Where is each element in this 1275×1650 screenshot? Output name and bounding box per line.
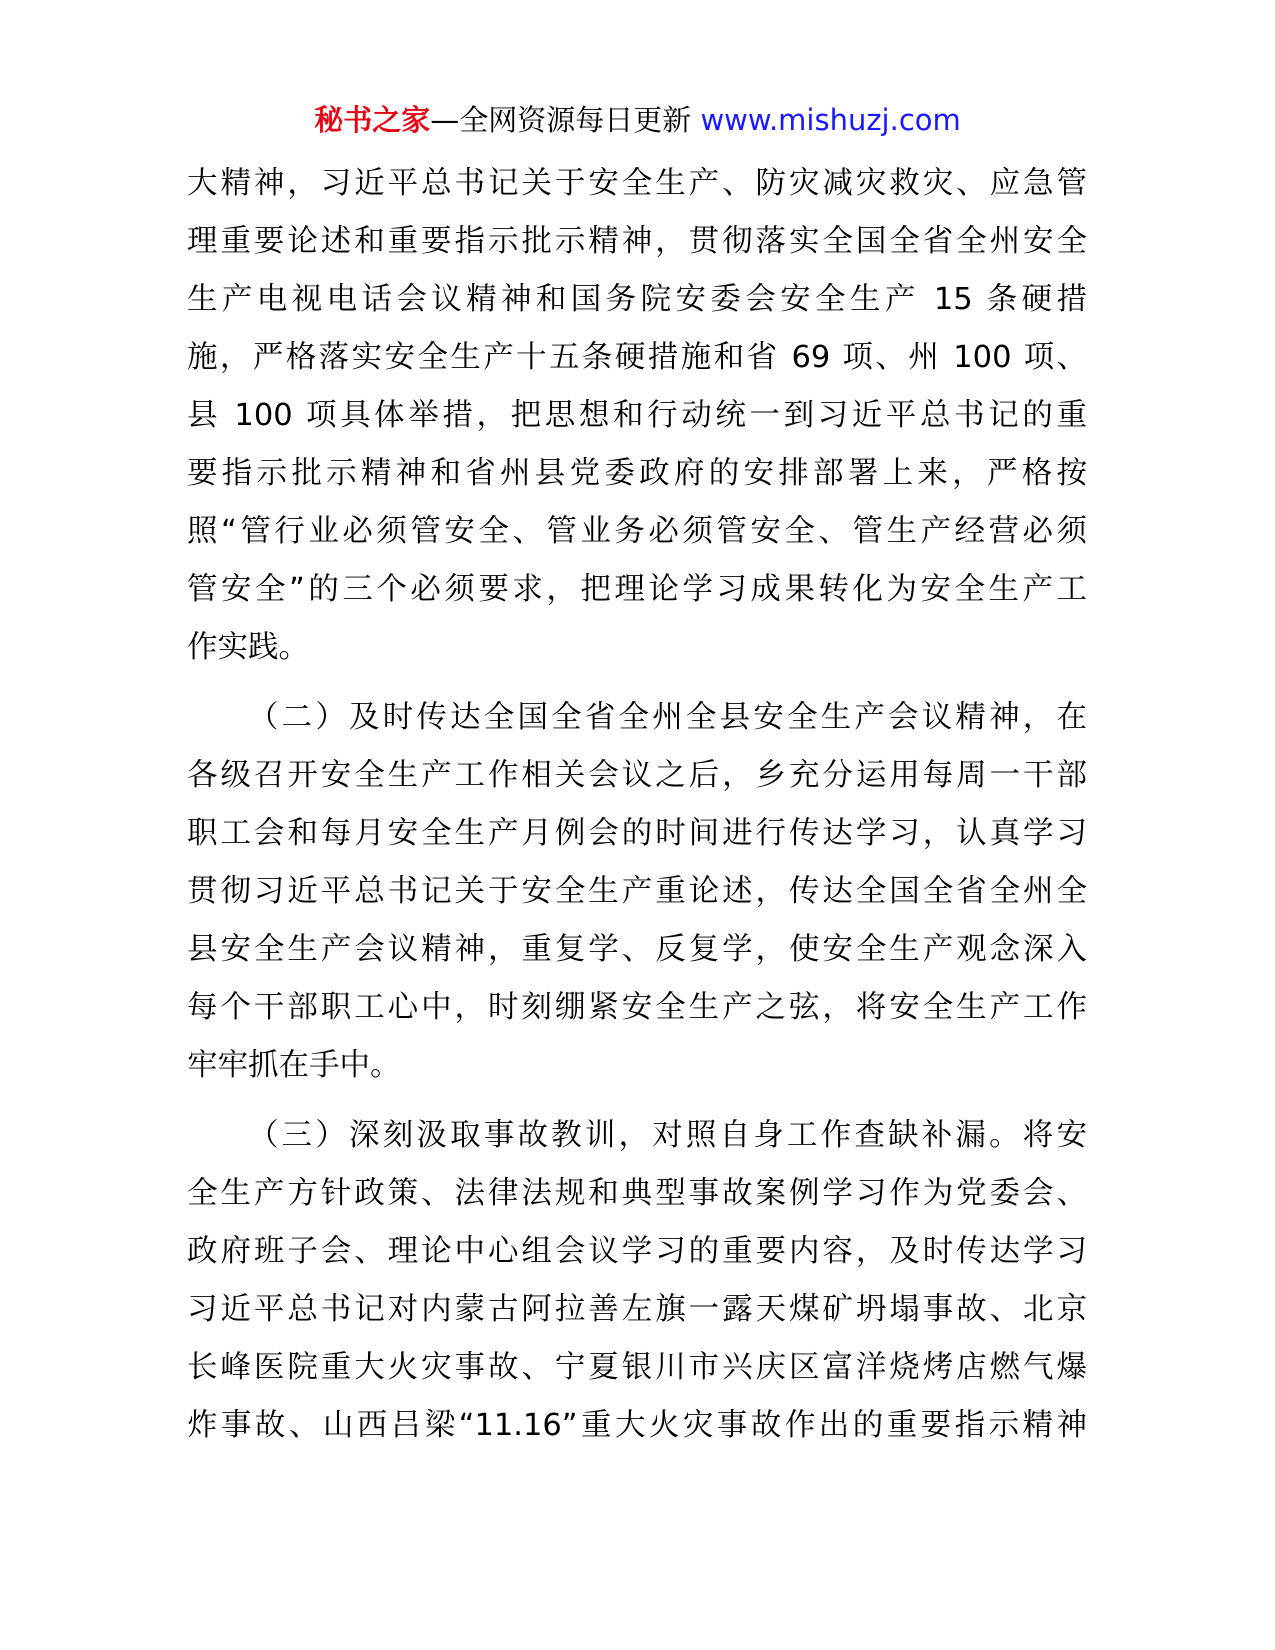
text-line: 生产电视电话会议精神和国务院安委会安全生产 15 条硬措 <box>187 282 1087 317</box>
site-header <box>0 100 1275 140</box>
text-line: （二）及时传达全国全省全州全县安全生产会议精神，在 <box>248 700 1087 735</box>
text-line: 大精神，习近平总书记关于安全生产、防灾减灾救灾、应急管 <box>187 166 1087 201</box>
document-body <box>187 155 1087 1455</box>
text-line: 作实践。 <box>187 630 309 665</box>
text-line: 政府班子会、理论中心组会议学习的重要内容，及时传达学习 <box>187 1234 1087 1269</box>
text-line: 理重要论述和重要指示批示精神，贯彻落实全国全省全州安全 <box>187 224 1087 259</box>
text-line: 全生产方针政策、法律法规和典型事故案例学习作为党委会、 <box>187 1176 1087 1211</box>
text-line: 县 100 项具体举措，把思想和行动统一到习近平总书记的重 <box>187 398 1087 433</box>
site-brand: 秘书之家 <box>314 103 431 137</box>
text-line: 贯彻习近平总书记关于安全生产重论述，传达全国全省全州全 <box>187 874 1087 909</box>
text-line: 长峰医院重大火灾事故、宁夏银川市兴庆区富洋烧烤店燃气爆 <box>187 1350 1087 1385</box>
paragraph-2 <box>187 689 1087 1095</box>
text-line: 各级召开安全生产工作相关会议之后，乡充分运用每周一干部 <box>187 758 1087 793</box>
text-line: （三）深刻汲取事故教训，对照自身工作查缺补漏。将安 <box>248 1118 1087 1153</box>
text-line: 牢牢抓在手中。 <box>187 1048 401 1083</box>
text-line: 管安全”的三个必须要求，把理论学习成果转化为安全生产工 <box>187 572 1087 607</box>
site-url-link[interactable]: www.mishuzj.com <box>700 103 961 137</box>
text-line: 县安全生产会议精神，重复学、反复学，使安全生产观念深入 <box>187 932 1087 967</box>
text-line: 照“管行业必须管安全、管业务必须管安全、管生产经营必须 <box>187 514 1087 549</box>
paragraph-3 <box>187 1107 1087 1455</box>
text-line: 施，严格落实安全生产十五条硬措施和省 69 项、州 100 项、 <box>187 340 1087 375</box>
text-line: 职工会和每月安全生产月例会的时间进行传达学习，认真学习 <box>187 816 1087 851</box>
paragraph-1 <box>187 155 1087 677</box>
text-line: 炸事故、山西吕梁“11.16”重大火灾事故作出的重要指示精神 <box>187 1408 1087 1443</box>
site-tagline: —全网资源每日更新 <box>430 103 692 137</box>
text-line: 要指示批示精神和省州县党委政府的安排部署上来，严格按 <box>187 456 1087 491</box>
text-line: 习近平总书记对内蒙古阿拉善左旗一露天煤矿坍塌事故、北京 <box>187 1292 1087 1327</box>
text-line: 每个干部职工心中，时刻绷紧安全生产之弦，将安全生产工作 <box>187 990 1087 1025</box>
